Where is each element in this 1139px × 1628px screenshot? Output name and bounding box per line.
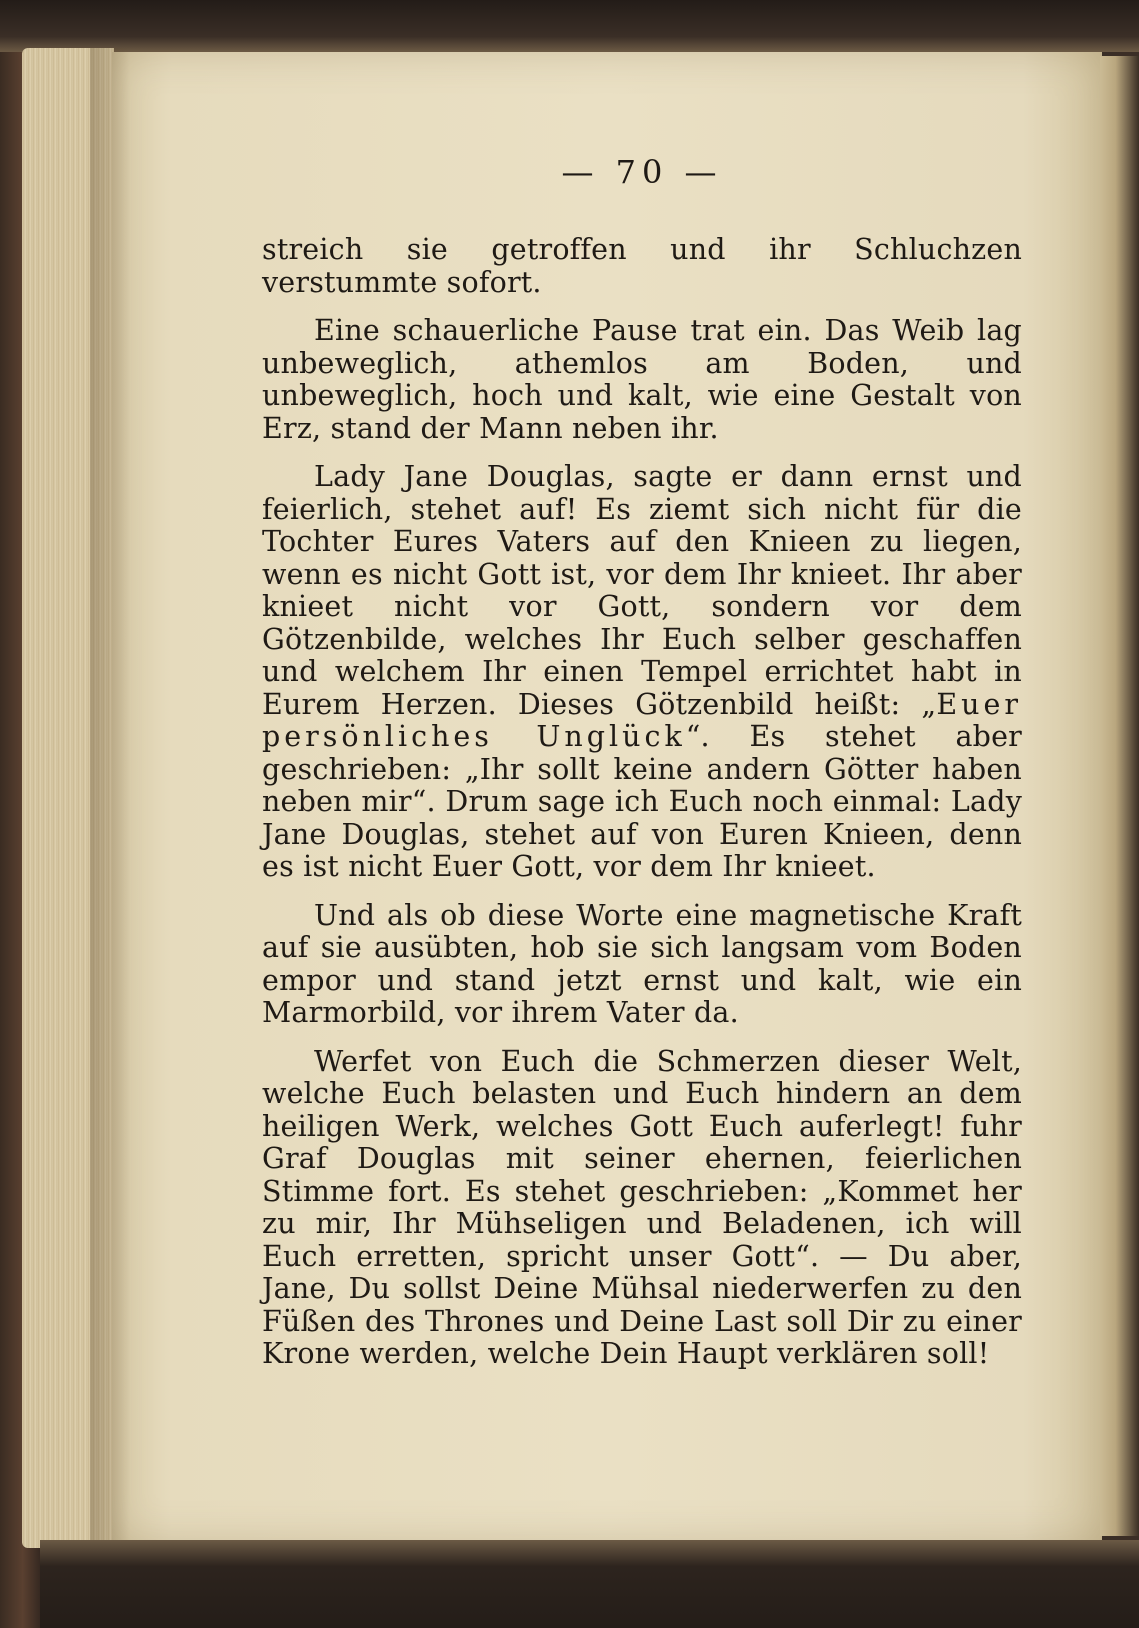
page-number: — 70 — (561, 153, 723, 191)
paragraph-5: Werfet von Euch die Schmerzen dieser Welt, welche Euch belasten und Euch hindern an dem heiligen Werk, welches Gott Euch auferlegt! fuhr Graf Douglas mit seiner ehernen, feierlichen Stimme fort. Es stehet geschrieben: „Kommet her zu mir, Ihr Mühseligen und Beladenen, ich will Euch erretten, spricht unser Gott“. — Du aber, Jane, Du sollst Deine Mühsal niederwerfen zu den Füßen des Thrones und Deine Last soll Dir zu einer Krone werden, welche Dein Haupt verklären soll! (262, 1044, 1022, 1370)
book-top-edge (0, 0, 1139, 52)
paragraph-1: streich sie getroffen und ihr Schluchzen verstummte sofort. (262, 233, 1022, 299)
gutter-shadow (90, 48, 130, 1548)
paragraph-4: Und als ob diese Worte eine magnetische Kraft auf sie ausübten, hob sie sich langsam vom Boden empor und stand jetzt ernst und kalt, wie ein Marmorbild, vor ihrem Vater da. (262, 898, 1022, 1029)
paragraph-3 (262, 461, 1022, 884)
paragraph-2: Eine schauerliche Pause trat ein. Das Weib lag unbeweglich, athemlos am Boden, und unbeweglich, hoch und kalt, wie eine Gestalt von Erz, stand der Mann neben ihr. (262, 314, 1022, 445)
book-right-edge (1100, 56, 1139, 1536)
paragraph-3-spaced-phrase: Euer persönliches Unglück (262, 687, 1022, 753)
book-bottom-edge (40, 1540, 1139, 1628)
page-text-block (262, 140, 1022, 1387)
paragraph-3-part-1: Lady Jane Douglas, sagte er dann ernst und feierlich, stehet auf! Es ziemt sich nicht für die Tochter Eures Vaters auf den Knieen zu liegen, wenn es nicht Gott ist, vor dem Ihr knieet. Ihr aber knieet nicht vor Gott, sondern vor dem Götzenbilde, welches Ihr Euch selber geschaffen und welchem Ihr einen Tempel errichtet habt in Eurem Herzen. Dieses Götzenbild heißt: „ (262, 460, 1022, 721)
paragraph-3-part-2: “. Es stehet aber geschrieben: „Ihr sollt keine andern Götter haben neben mir“. Drum sage ich Euch noch einmal: Lady Jane Douglas, stehet auf von Euren Knieen, denn es ist nicht Euer Gott, vor dem Ihr knieet. (262, 720, 1023, 883)
